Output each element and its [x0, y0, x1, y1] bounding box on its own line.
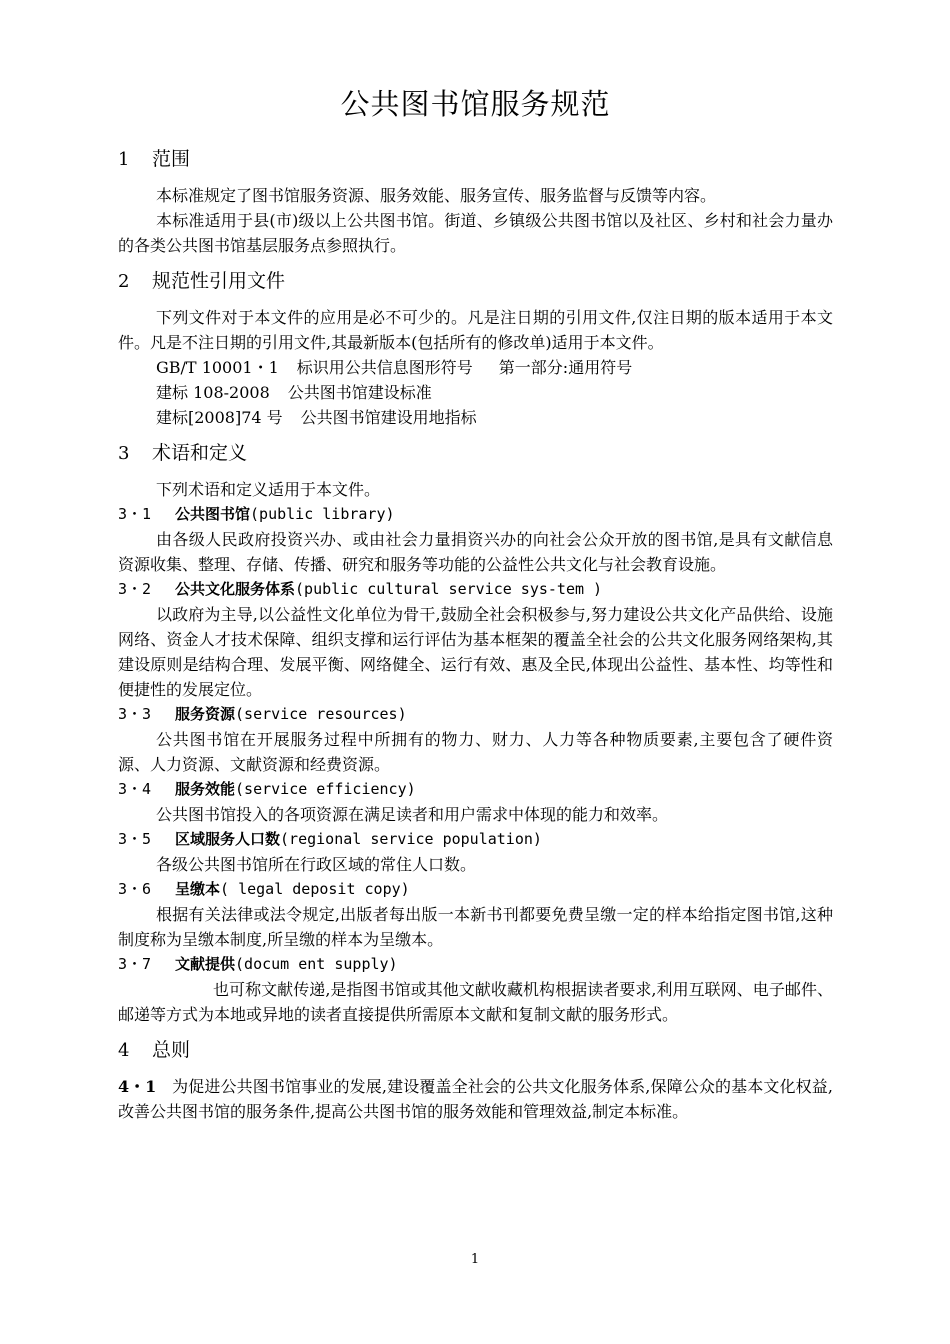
term-number: 3・5	[118, 830, 152, 848]
term-number: 3・3	[118, 705, 152, 723]
term-english: ( legal deposit copy)	[220, 880, 410, 898]
paragraph: 下列文件对于本文件的应用是必不可少的。凡是注日期的引用文件,仅注日期的版本适用于本文件。凡是不注日期的引用文件,其最新版本(包括所有的修改单)适用于本文件。	[118, 308, 833, 352]
section-3-heading	[118, 440, 833, 467]
term-name: 区域服务人口数	[175, 830, 281, 848]
term-definition: 公共图书馆在开展服务过程中所拥有的物力、财力、人力等各种物质要素,主要包含了硬件资源、人力资源、文献资源和经费资源。	[118, 730, 833, 774]
term-number: 3・7	[118, 955, 152, 973]
page-number: 1	[470, 1252, 480, 1267]
term-definition: 由各级人民政府投资兴办、或由社会力量捐资兴办的向社会公众开放的图书馆,是具有文献信息资源收集、整理、存储、传播、研究和服务等功能的公益性公共文化与社会教育设施。	[118, 530, 833, 574]
clause-text: 为促进公共图书馆事业的发展,建设覆盖全社会的公共文化服务体系,保障公众的基本文化权益,改善公共图书馆的服务条件,提高公共图书馆的服务效能和管理效益,制定本标准。	[118, 1077, 833, 1121]
term-definition: 根据有关法律或法令规定,出版者每出版一本新书刊都要免费呈缴一定的样本给指定图书馆,这种制度称为呈缴本制度,所呈缴的样本为呈缴本。	[118, 905, 833, 949]
term-heading	[118, 827, 833, 852]
document-title: 公共图书馆服务规范	[340, 87, 611, 121]
term-heading	[118, 577, 833, 602]
reference-title: 标识用公共信息图形符号	[296, 358, 473, 377]
reference-code: 建标[2008]74 号	[156, 408, 283, 427]
term-number: 3・6	[118, 880, 152, 898]
term-definition: 也可称文献传递,是指图书馆或其他文献收藏机构根据读者要求,利用互联网、电子邮件、邮递等方式为本地或异地的读者直接提供所需原本文献和复制文献的服务形式。	[118, 980, 833, 1024]
section-title: 范围	[152, 148, 191, 170]
paragraph: 本标准适用于县(市)级以上公共图书馆。街道、乡镇级公共图书馆以及社区、乡村和社会力量办的各类公共图书馆基层服务点参照执行。	[118, 211, 833, 255]
term-number: 3・1	[118, 505, 152, 523]
term-english: (public library)	[250, 505, 395, 523]
term-english: (service efficiency)	[235, 780, 416, 798]
section-2-heading	[118, 268, 833, 295]
document-body	[118, 84, 833, 1124]
clause	[118, 1074, 833, 1124]
term-name: 服务效能	[175, 780, 236, 798]
term-name: 文献提供	[175, 955, 236, 973]
term-definition: 各级公共图书馆所在行政区域的常住人口数。	[156, 855, 477, 874]
reference-title: 公共图书馆建设标准	[287, 383, 432, 402]
section-title: 总则	[152, 1039, 191, 1061]
term-english: (regional service population)	[280, 830, 542, 848]
term-heading	[118, 777, 833, 802]
term-heading	[118, 702, 833, 727]
term-english: (public cultural service sys-tem )	[295, 580, 603, 598]
section-title: 术语和定义	[152, 442, 248, 464]
paragraph: 本标准规定了图书馆服务资源、服务效能、服务宣传、服务监督与反馈等内容。	[156, 186, 717, 205]
section-number: 4	[118, 1040, 130, 1061]
term-name: 公共图书馆	[175, 505, 251, 523]
term-number: 3・2	[118, 580, 152, 598]
section-number: 3	[118, 443, 130, 464]
term-name: 呈缴本	[175, 880, 221, 898]
reference-title: 公共图书馆建设用地指标	[300, 408, 477, 427]
clause-number: 4・1	[118, 1077, 157, 1096]
term-definition: 以政府为主导,以公益性文化单位为骨干,鼓励全社会积极参与,努力建设公共文化产品供给、设施网络、资金人才技术保障、组织支撑和运行评估为基本框架的覆盖全社会的公共文化服务网络架构,其建设原则是结构合理、发展平衡、网络健全、运行有效、惠及全民,体现出公益性、基本性、均等性和便捷性的发展定位。	[118, 605, 833, 699]
term-name: 服务资源	[175, 705, 236, 723]
reference-item	[118, 355, 833, 380]
reference-item	[118, 405, 833, 430]
term-name: 公共文化服务体系	[175, 580, 296, 598]
term-definition: 公共图书馆投入的各项资源在满足读者和用户需求中体现的能力和效率。	[156, 805, 669, 824]
section-number: 2	[118, 271, 130, 292]
reference-part: 第一部分:通用符号	[498, 358, 633, 377]
term-english: (service resources)	[235, 705, 407, 723]
section-title: 规范性引用文件	[152, 270, 286, 292]
reference-code: GB/T 10001・1	[156, 358, 279, 377]
term-heading	[118, 502, 833, 527]
term-heading	[118, 952, 833, 977]
section-4-heading	[118, 1037, 833, 1064]
term-number: 3・4	[118, 780, 152, 798]
section-number: 1	[118, 149, 130, 170]
reference-item	[118, 380, 833, 405]
term-english: (docum ent supply)	[235, 955, 398, 973]
paragraph: 下列术语和定义适用于本文件。	[156, 480, 381, 499]
section-1-heading	[118, 146, 833, 173]
term-heading	[118, 877, 833, 902]
reference-code: 建标 108-2008	[156, 383, 270, 402]
